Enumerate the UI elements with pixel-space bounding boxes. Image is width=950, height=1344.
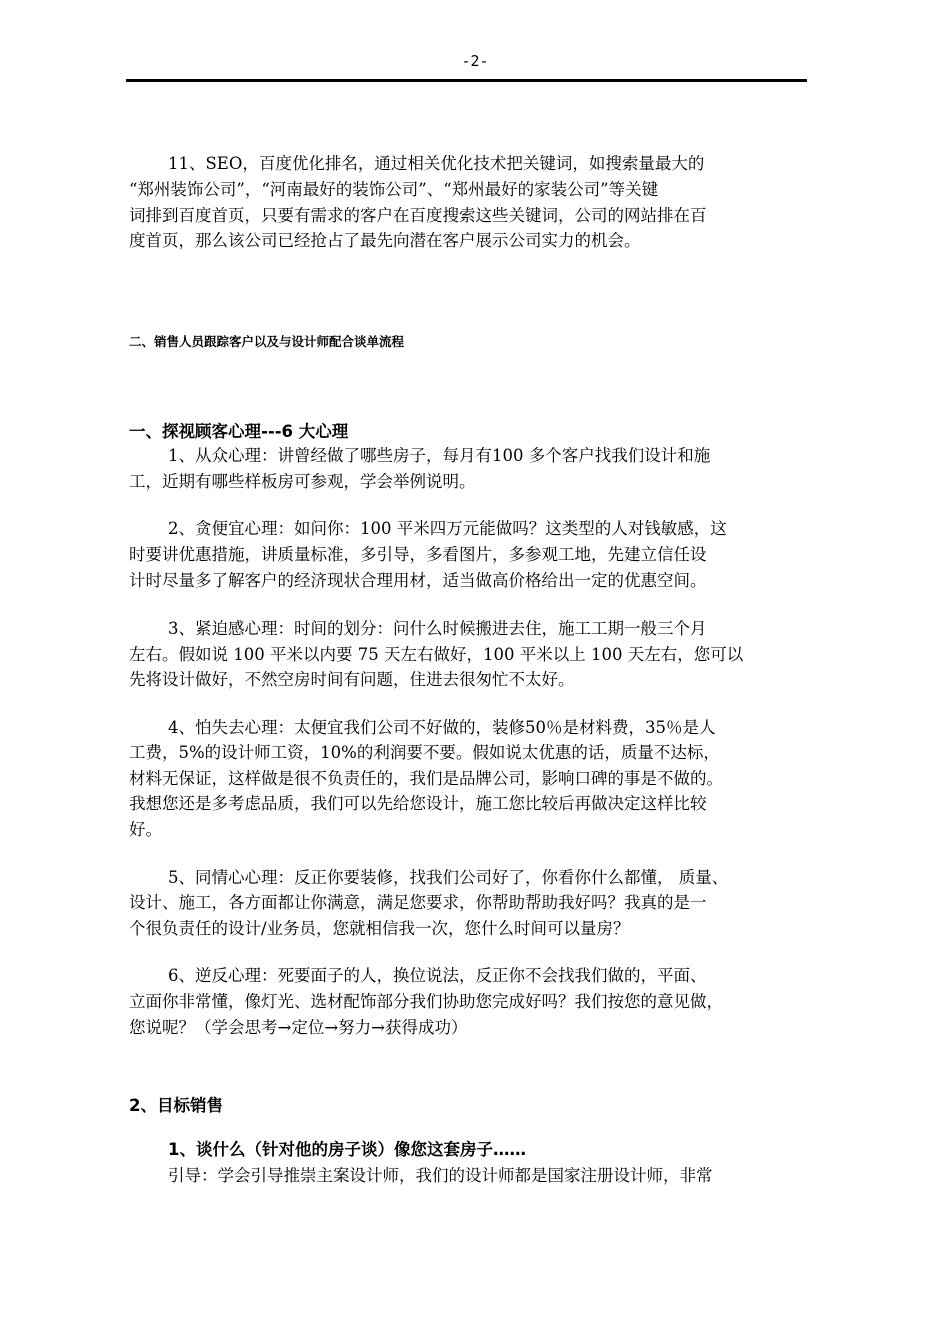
target-sales-heading: 2、目标销售 <box>129 1096 223 1115</box>
text-line: 立面你非常懂，像灯光、选材配饰部分我们协助您完成好吗？我们按您的意见做， <box>129 992 723 1011</box>
section-title: 二、销售人员跟踪客户以及与设计师配合谈单流程 <box>129 334 405 349</box>
text-line: 您说呢？（学会思考→定位→努力→获得成功） <box>129 1018 468 1037</box>
text-line: 4、怕失去心理：太便宜我们公司不好做的，装修50％是材料费，35％是人 <box>168 718 716 737</box>
text-line: 11、SEO，百度优化排名，通过相关优化技术把关键词，如搜索量最大的 <box>168 154 705 173</box>
text-line: 计时尽量多了解客户的经济现状合理用材，适当做高价格给出一定的优惠空间。 <box>129 571 707 590</box>
text-line: 6、逆反心理：死要面子的人，换位说法，反正你不会找我们做的，平面、 <box>168 966 707 985</box>
text-line: 2、贪便宜心理：如问你：100 平米四万元能做吗？这类型的人对钱敏感，这 <box>168 519 727 538</box>
text-line: 时要讲优惠措施，讲质量标准，多引导，多看图片，多参观工地，先建立信任设 <box>129 545 707 564</box>
text-line: 度首页，那么该公司已经抢占了最先向潜在客户展示公司实力的机会。 <box>129 231 641 250</box>
text-line: 引导：学会引导推崇主案设计师，我们的设计师都是国家注册设计师，非常 <box>168 1166 713 1185</box>
text-line: 工，近期有哪些样板房可参观，学会举例说明。 <box>129 472 476 491</box>
text-line: 我想您还是多考虑品质，我们可以先给您设计，施工您比较后再做决定这样比较 <box>129 794 707 813</box>
text-line: 好。 <box>129 820 162 839</box>
target-sales-subheading: 1、谈什么（针对他的房子谈）像您这套房子…… <box>168 1140 526 1159</box>
text-line: 工费，5%的设计师工资，10%的利润要不要。假如说太优惠的话，质量不达标， <box>129 743 720 762</box>
text-line: “郑州装饰公司”，“河南最好的装饰公司”、“郑州最好的家装公司”等关键 <box>129 180 659 199</box>
text-line: 1、从众心理：讲曾经做了哪些房子，每月有100 多个客户找我们设计和施 <box>168 446 711 465</box>
text-line: 词排到百度首页，只要有需求的客户在百度搜索这些关键词，公司的网站排在百 <box>129 206 707 225</box>
text-line: 设计、施工，各方面都让你满意，满足您要求，你帮助帮助我好吗？我真的是一 <box>129 893 707 912</box>
text-line: 5、同情心心理：反正你要装修，找我们公司好了，你看你什么都懂， 质量、 <box>168 868 729 887</box>
text-line: 个很负责任的设计/业务员，您就相信我一次，您什么时间可以量房？ <box>129 919 630 938</box>
psychology-heading: 一、探视顾客心理---6 大心理 <box>129 422 349 441</box>
text-line: 先将设计做好，不然空房时间有问题，住进去很匆忙不太好。 <box>129 670 575 689</box>
text-line: 左右。假如说 100 平米以内要 75 天左右做好，100 平米以上 100 天左右，您可以 <box>129 645 744 664</box>
text-line: 材料无保证，这样做是很不负责任的，我们是品牌公司，影响口碑的事是不做的。 <box>129 769 723 788</box>
text-line: 3、紧迫感心理：时间的划分：问什么时候搬进去住，施工工期一般三个月 <box>168 619 707 638</box>
page-number: -2- <box>461 52 489 70</box>
header-divider <box>126 79 807 82</box>
